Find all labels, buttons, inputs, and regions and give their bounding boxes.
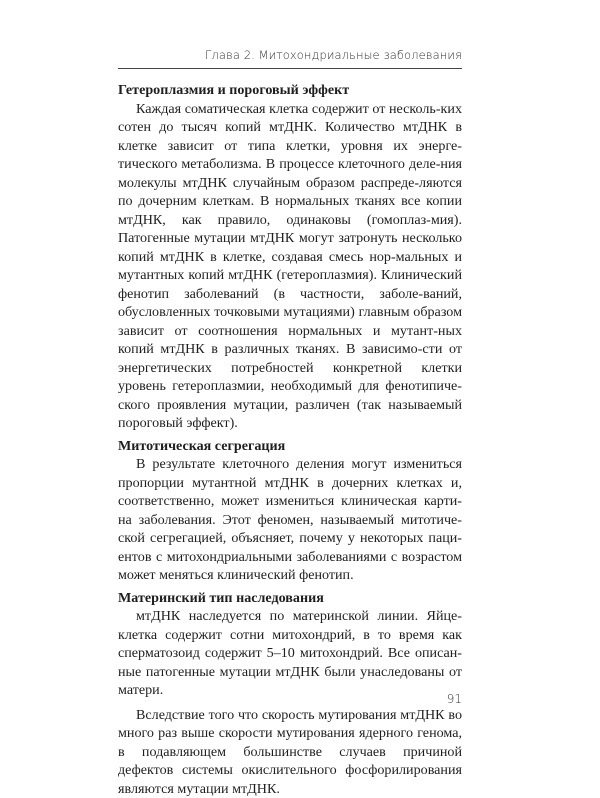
paragraph-maternal-inheritance-2: Вследствие того что скорость мутирования мтДНК во много раз выше скорости мутирования ядерного генома, в подавляющем большинстве случаев причиной дефектов системы окислительного фосфорилирования являются мутации мтДНК. bbox=[118, 706, 462, 798]
section-heading-heteroplasmy: Гетероплазмия и пороговый эффект bbox=[118, 81, 462, 100]
running-head: Глава 2. Митохондриальные заболевания bbox=[118, 48, 462, 62]
paragraph-maternal-inheritance-1: мтДНК наследуется по материнской линии. Яйце-клетка содержит сотни митохондрий, в то время как сперматозоид содержит 5–10 митохондрий. Все описан-ные патогенные мутации мтДНК были унаследованы от матери. bbox=[118, 607, 462, 700]
paragraph-mitotic-segregation: В результате клеточного деления могут измениться пропорции мутантной мтДНК в дочерних клетках и, соответственно, может измениться клиническая карти-на заболевания. Этот феномен, называемый митотиче-ской сегрегацией, объясняет, почему у некоторых паци-ентов с митохондриальными заболеваниями с возрастом может меняться клинический фенотип. bbox=[118, 455, 462, 585]
page-number: 91 bbox=[118, 692, 462, 706]
paragraph-heteroplasmy: Каждая соматическая клетка содержит от несколь-ких сотен до тысяч копий мтДНК. Количество мтДНК в клетке зависит от типа клетки, уровня их энерге-тического метаболизма. В процессе клеточного деле-ния молекулы мтДНК случайным образом распреде-ляются по дочерним клеткам. В нормальных тканях все копии мтДНК, как правило, одинаковы (гомоплаз-мия). Патогенные мутации мтДНК могут затронуть несколько копий мтДНК в клетке, создавая смесь нор-мальных и мутантных копий мтДНК (гетероплазмия). Клинический фенотип заболеваний (в частности, заболе-ваний, обусловленных точковыми мутациями) главным образом зависит от соотношения нормальных и мутант-ных копий мтДНК в различных тканях. В зависимо-сти от энергетических потребностей конкретной клетки уровень гетероплазмии, необходимый для фенотипиче-ского проявления мутации, различен (так называемый пороговый эффект). bbox=[118, 100, 462, 433]
header-rule bbox=[118, 68, 462, 69]
section-heading-mitotic-segregation: Митотическая сегрегация bbox=[118, 437, 462, 456]
section-heading-maternal-inheritance: Материнский тип наследования bbox=[118, 589, 462, 608]
page-body bbox=[118, 81, 462, 798]
